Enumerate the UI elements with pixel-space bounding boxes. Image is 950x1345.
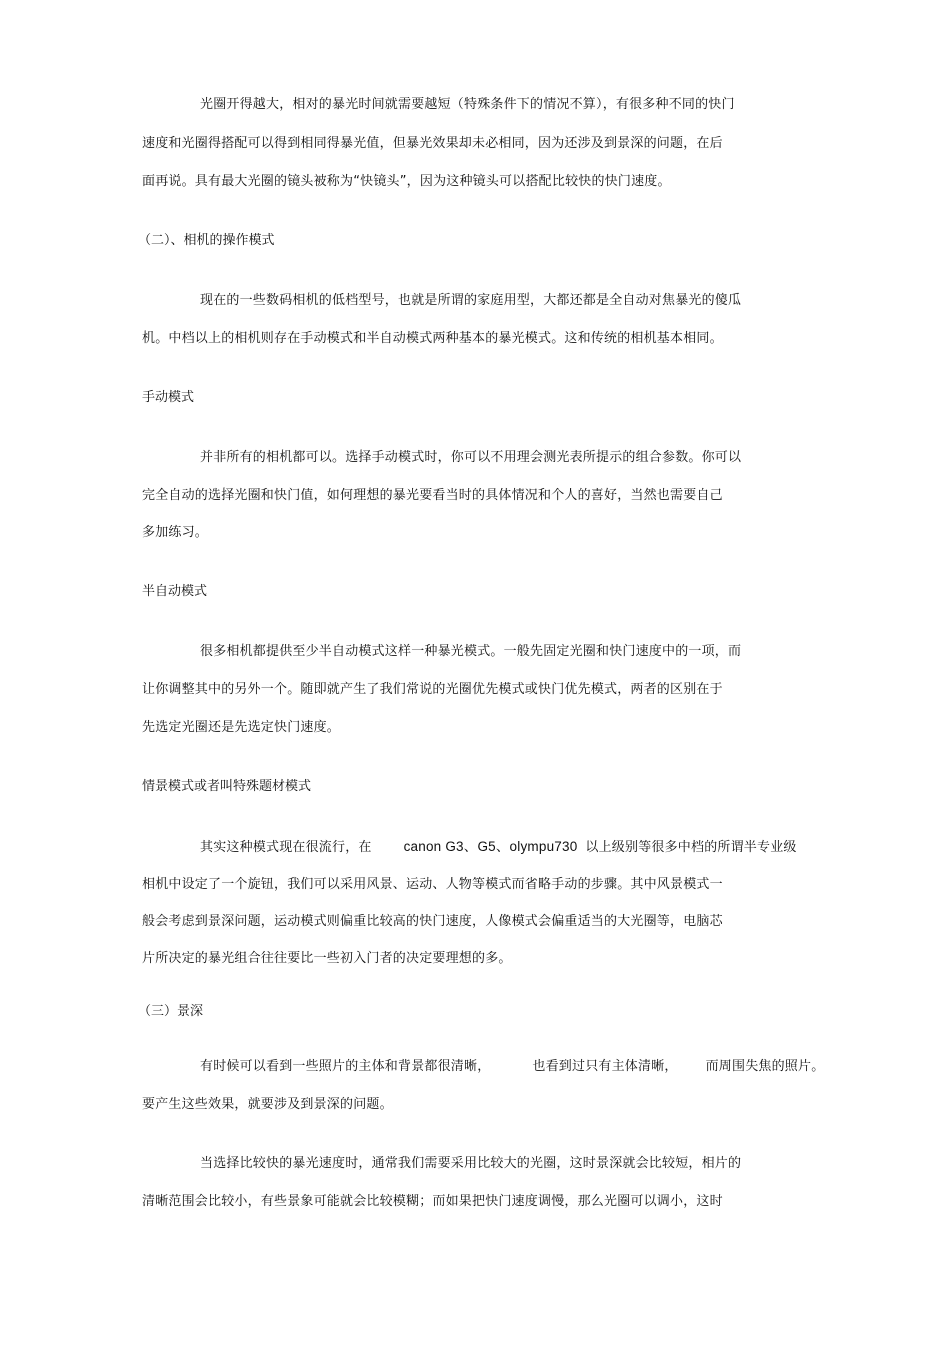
- paragraph-line: 完全自动的选择光圈和快门值，如何理想的暴光要看当时的具体情况和个人的喜好，当然也需要自己: [142, 488, 723, 503]
- paragraph-line: [200, 1059, 824, 1075]
- paragraph-line: 当选择比较快的暴光速度时，通常我们需要采用比较大的光圈，这时景深就会比较短，相片的: [200, 1156, 742, 1171]
- paragraph-line: 机。中档以上的相机则存在手动模式和半自动模式两种基本的暴光模式。这和传统的相机基本相同。: [142, 331, 723, 346]
- subsection-heading: 手动模式: [142, 390, 195, 405]
- section-heading: （三）景深: [138, 1004, 204, 1019]
- subsection-heading: 半自动模式: [142, 584, 208, 599]
- paragraph-line: 很多相机都提供至少半自动模式这样一种暴光模式。一般先固定光圈和快门速度中的一项，而: [200, 644, 742, 659]
- paragraph-text: 其实这种模式现在很流行，在: [200, 840, 372, 855]
- paragraph-line: 多加练习。: [142, 525, 209, 540]
- paragraph-line: 现在的一些数码相机的低档型号，也就是所谓的家庭用型，大都还都是全自动对焦暴光的傻瓜: [200, 293, 742, 308]
- paragraph-line: 光圈开得越大，相对的暴光时间就需要越短（特殊条件下的情况不算），有很多种不同的快门: [200, 97, 735, 112]
- paragraph-line: 先选定光圈还是先选定快门速度。: [142, 720, 341, 735]
- paragraph-text: 有时候可以看到一些照片的主体和背景都很清晰，: [200, 1059, 491, 1074]
- section-heading: （二）、相机的操作模式: [138, 233, 275, 248]
- paragraph-line: 速度和光圈得搭配可以得到相同得暴光值，但暴光效果却未必相同，因为还涉及到景深的问题，在后: [142, 136, 723, 151]
- paragraph-line: 让你调整其中的另外一个。随即就产生了我们常说的光圈优先模式或快门优先模式，两者的区别在于: [142, 682, 723, 697]
- subsection-heading: 情景模式或者叫特殊题材模式: [142, 779, 312, 794]
- paragraph-line: 般会考虑到景深问题，运动模式则偏重比较高的快门速度，人像模式会偏重适当的大光圈等，电脑芯: [142, 914, 723, 929]
- paragraph-line: 并非所有的相机都可以。选择手动模式时，你可以不用理会测光表所提示的组合参数。你可以: [200, 450, 742, 465]
- camera-models-text: canon G3、G5、olympu730: [403, 839, 578, 854]
- paragraph-line: [200, 839, 797, 856]
- paragraph-text: 也看到过只有主体清晰，: [532, 1059, 678, 1074]
- paragraph-text: 以上级别等很多中档的所谓半专业级: [585, 840, 797, 855]
- paragraph-line: 片所决定的暴光组合往往要比一些初入门者的决定要理想的多。: [142, 951, 512, 966]
- paragraph-line: 清晰范围会比较小，有些景象可能就会比较模糊；而如果把快门速度调慢，那么光圈可以调小，这时: [142, 1194, 723, 1209]
- paragraph-text: 而周围失焦的照片。: [705, 1059, 825, 1074]
- paragraph-line: 相机中设定了一个旋钮，我们可以采用风景、运动、人物等模式而省略手动的步骤。其中风景模式一: [142, 877, 723, 892]
- paragraph-line: 要产生这些效果，就要涉及到景深的问题。: [142, 1097, 393, 1112]
- paragraph-line: 面再说。具有最大光圈的镜头被称为“快镜头”，因为这种镜头可以搭配比较快的快门速度。: [142, 174, 671, 189]
